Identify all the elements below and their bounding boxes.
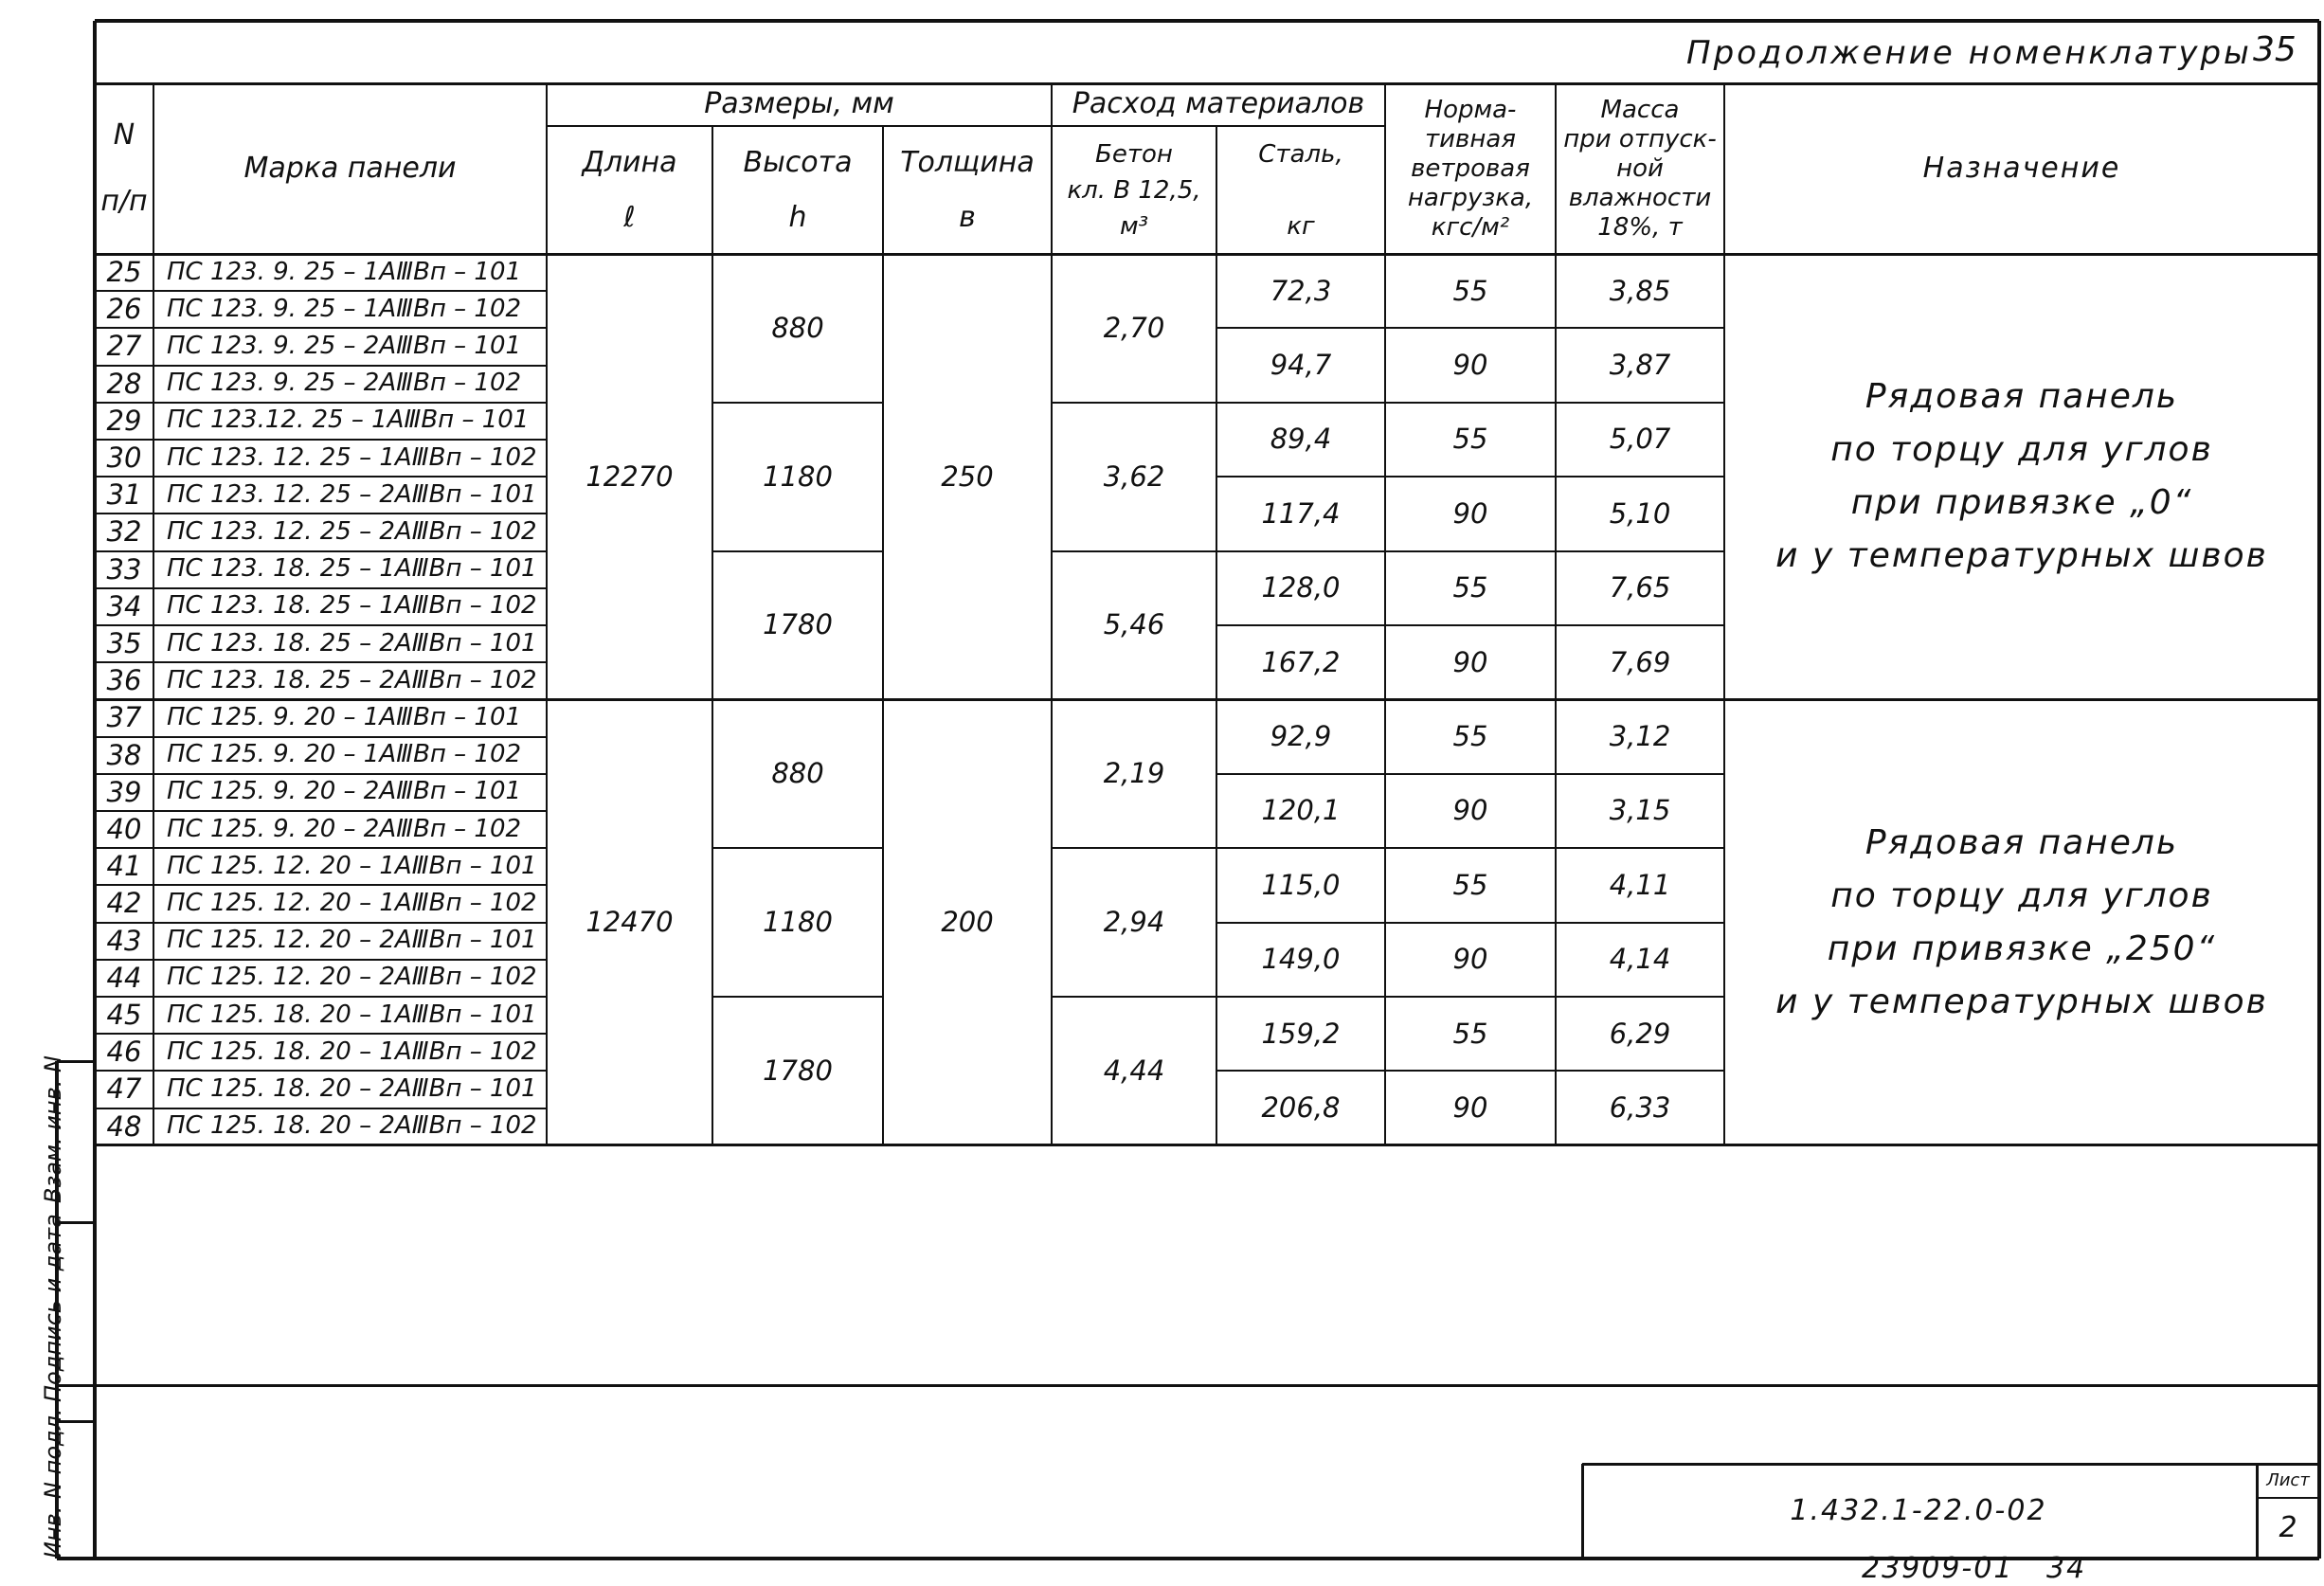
concrete-value: 3,62 [1103,460,1165,493]
header-mark: Марка панели [243,151,457,185]
steel-value: 159,2 [1261,1017,1341,1050]
mass-value: 7,65 [1609,571,1671,604]
header-materials: Расход материалов [1072,87,1365,121]
wind-load-value: 90 [1452,496,1488,530]
drawing-code: 23909-01 34 [1862,1552,2087,1585]
panel-mark: ПС 125. 9. 20 – 1АⅢВп – 102 [167,740,522,769]
steel-value: 167,2 [1261,645,1341,678]
panel-mark: ПС 123. 12. 25 – 2АⅢВп – 102 [167,517,537,547]
steel-value: 128,0 [1261,571,1341,604]
row-number: 38 [106,738,142,771]
wind-load-value: 55 [1452,719,1488,752]
page-number: 35 [2253,30,2297,69]
wind-load-value: 90 [1452,943,1488,976]
steel-value: 149,0 [1261,943,1341,976]
row-number: 48 [106,1109,142,1143]
row-number: 46 [106,1036,142,1069]
side-label-signature: Подпись и дата [40,1214,66,1402]
panel-mark: ПС 125. 12. 20 – 1АⅢВп – 101 [167,851,537,880]
row-number: 39 [106,775,142,808]
header-height: Высота h [743,145,853,234]
header-length: Длина ℓ [582,145,677,234]
panel-mark: ПС 123. 18. 25 – 2АⅢВп – 101 [167,628,537,658]
wind-load-value: 90 [1452,645,1488,678]
header-wind: Норма- тивная ветровая нагрузка, кгс/м² [1407,95,1534,242]
row-number: 45 [106,998,142,1031]
panel-mark: ПС 123.12. 25 – 1АⅢВп – 101 [167,406,530,435]
height-value: 880 [771,757,824,790]
wind-load-value: 90 [1452,348,1488,381]
row-number: 31 [106,478,142,512]
header-num: N п/п [100,118,148,218]
wind-load-value: 55 [1452,1017,1488,1050]
header-purpose: Назначение [1922,151,2121,185]
steel-value: 89,4 [1270,423,1332,456]
mass-value: 3,12 [1609,719,1671,752]
steel-value: 117,4 [1261,496,1341,530]
stamp-code: 1.432.1-22.0-02 [1790,1493,2047,1527]
panel-mark: ПС 125. 18. 20 – 2АⅢВп – 102 [167,1111,537,1141]
steel-value: 72,3 [1270,274,1332,307]
wind-load-value: 90 [1452,794,1488,827]
steel-value: 115,0 [1261,868,1341,901]
wind-load-value: 55 [1452,868,1488,901]
mass-value: 5,10 [1609,496,1671,530]
panel-mark: ПС 123. 12. 25 – 2АⅢВп – 101 [167,479,537,509]
concrete-value: 2,70 [1103,311,1165,344]
wind-load-value: 55 [1452,571,1488,604]
height-value: 1180 [763,460,833,493]
grid-line [95,19,2319,23]
panel-mark: ПС 125. 12. 20 – 2АⅢВп – 101 [167,926,537,955]
row-number: 26 [106,293,142,326]
header-thickness: Толщина в [900,145,1035,234]
mass-value: 5,07 [1609,423,1671,456]
steel-value: 206,8 [1261,1090,1341,1124]
concrete-value: 2,19 [1103,757,1165,790]
thickness-value: 250 [941,460,994,493]
thickness-value: 200 [941,905,994,938]
panel-mark: ПС 123. 9. 25 – 1АⅢВп – 102 [167,294,522,323]
panel-mark: ПС 125. 9. 20 – 2АⅢВп – 102 [167,814,522,843]
steel-value: 94,7 [1270,348,1332,381]
mass-value: 3,87 [1609,348,1671,381]
header-concrete: Бетон кл. В 12,5, м³ [1067,139,1201,241]
concrete-value: 2,94 [1103,905,1165,938]
height-value: 1780 [763,608,833,641]
mass-value: 4,14 [1609,943,1671,976]
steel-value: 92,9 [1270,719,1332,752]
row-number: 42 [106,887,142,920]
purpose-text: Рядовая панель по торцу для углов при привязке „250“ и у температурных швов [1775,822,2268,1021]
row-number: 40 [106,812,142,845]
panel-mark: ПС 125. 18. 20 – 1АⅢВп – 101 [167,1000,537,1029]
row-number: 37 [106,701,142,734]
panel-mark: ПС 123. 18. 25 – 2АⅢВп – 102 [167,665,537,694]
mass-value: 3,85 [1609,274,1671,307]
header-mass: Масса при отпуск- ной влажности 18%, т [1563,95,1717,242]
row-number: 28 [106,367,142,400]
panel-mark: ПС 123. 9. 25 – 2АⅢВп – 102 [167,369,522,398]
wind-load-value: 90 [1452,1090,1488,1124]
panel-mark: ПС 125. 12. 20 – 1АⅢВп – 102 [167,889,537,918]
side-label-replace: Взам. инв. N [40,1055,66,1203]
header-sizes: Размеры, мм [704,87,894,121]
row-number: 32 [106,515,142,549]
panel-mark: ПС 123. 9. 25 – 1АⅢВп – 101 [167,257,522,286]
row-number: 35 [106,626,142,659]
panel-mark: ПС 123. 18. 25 – 1АⅢВп – 101 [167,554,537,584]
length-value: 12470 [586,905,674,938]
panel-mark: ПС 125. 12. 20 – 2АⅢВп – 102 [167,963,537,992]
mass-value: 6,29 [1609,1017,1671,1050]
side-label-inv: Инв. N подл. [40,1408,66,1559]
stamp-sheet-number: 2 [2279,1510,2297,1544]
panel-mark: ПС 123. 18. 25 – 1АⅢВп – 102 [167,591,537,621]
wind-load-value: 55 [1452,423,1488,456]
panel-mark: ПС 125. 9. 20 – 2АⅢВп – 101 [167,777,522,806]
row-number: 33 [106,552,142,586]
panel-mark: ПС 123. 9. 25 – 2АⅢВп – 101 [167,332,522,361]
row-number: 30 [106,441,142,474]
steel-value: 120,1 [1261,794,1341,827]
header-steel: Сталь, кг [1258,139,1343,241]
stamp-sheet-label: Лист [2266,1469,2310,1490]
concrete-value: 4,44 [1103,1054,1165,1087]
concrete-value: 5,46 [1103,608,1165,641]
row-number: 25 [106,255,142,288]
mass-value: 3,15 [1609,794,1671,827]
height-value: 1780 [763,1054,833,1087]
grid-line [57,1384,2319,1387]
row-number: 41 [106,850,142,883]
row-number: 47 [106,1072,142,1106]
page-title: Продолжение номенклатуры [1686,34,2252,72]
row-number: 34 [106,589,142,622]
row-number: 36 [106,664,142,697]
panel-mark: ПС 125. 18. 20 – 1АⅢВп – 102 [167,1036,537,1066]
panel-mark: ПС 125. 9. 20 – 1АⅢВп – 101 [167,703,522,732]
panel-mark: ПС 123. 12. 25 – 1АⅢВп – 102 [167,442,537,472]
mass-value: 7,69 [1609,645,1671,678]
mass-value: 4,11 [1609,868,1671,901]
purpose-text: Рядовая панель по торцу для углов при привязке „0“ и у температурных швов [1775,377,2268,576]
mass-value: 6,33 [1609,1090,1671,1124]
height-value: 1180 [763,905,833,938]
row-number: 43 [106,924,142,957]
length-value: 12270 [586,460,674,493]
wind-load-value: 55 [1452,274,1488,307]
row-number: 44 [106,961,142,994]
panel-mark: ПС 125. 18. 20 – 2АⅢВп – 101 [167,1074,537,1104]
height-value: 880 [771,311,824,344]
row-number: 29 [106,404,142,437]
row-number: 27 [106,330,142,363]
